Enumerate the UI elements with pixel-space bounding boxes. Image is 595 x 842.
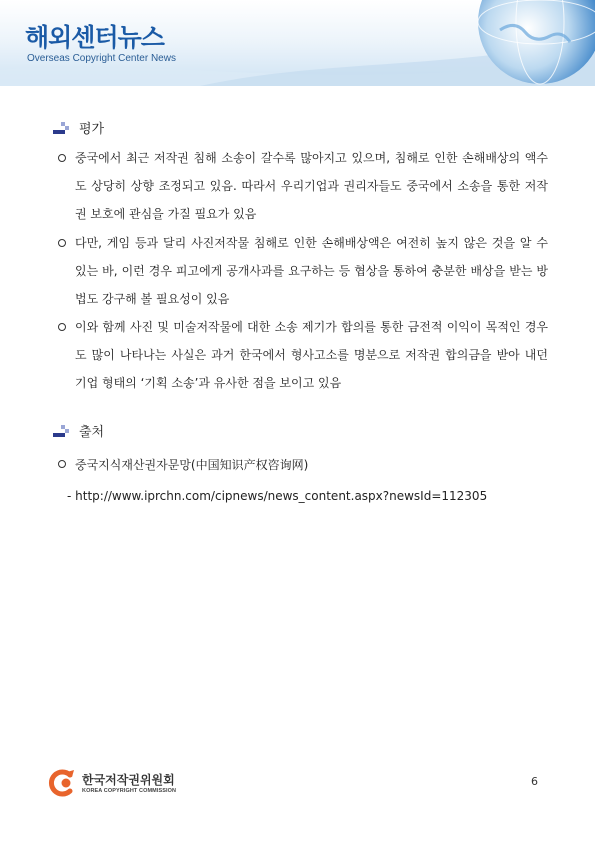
list-item-text: 이와 함께 사진 및 미술저작물에 대한 소송 제기가 합의를 통한 금전적 이익이 목적인 경우도 많이 나타나는 사실은 과거 한국에서 형사고소를 명분으로 저작권 합의금을 받아 내던 기업 형태의 ‘기획 소송’과 유사한 점을 보이고 있음 bbox=[75, 320, 548, 390]
section-heading-label: 출처 bbox=[79, 425, 105, 440]
globe-icon bbox=[470, 0, 595, 86]
section-heading-evaluation bbox=[53, 118, 104, 137]
squares-icon bbox=[53, 122, 69, 134]
copyright-commission-logo bbox=[48, 768, 78, 798]
header-subtitle: Overseas Copyright Center News bbox=[27, 53, 176, 64]
list-item bbox=[58, 144, 548, 228]
source-url-link[interactable]: - http://www.iprchn.com/cipnews/news_content.aspx?newsId=112305 bbox=[67, 489, 488, 503]
circle-bullet-icon bbox=[58, 460, 66, 468]
page-number: 6 bbox=[531, 775, 538, 788]
list-item-text: 다만, 게임 등과 달리 사진저작물 침해로 인한 손해배상액은 여전히 높지 않은 것을 알 수 있는 바, 이런 경우 피고에게 공개사과를 요구하는 등 협상을 통하여 충분한 배상을 받는 방법도 강구해 볼 필요성이 있음 bbox=[75, 236, 548, 306]
circle-bullet-icon bbox=[58, 154, 66, 162]
squares-icon bbox=[53, 425, 69, 437]
section-heading-label: 평가 bbox=[79, 122, 105, 137]
footer-org-name: 한국저작권위원회 bbox=[82, 773, 175, 787]
circle-bullet-icon bbox=[58, 239, 66, 247]
source-name-text: 중국지식재산권자문망(中国知识产权咨询网) bbox=[75, 458, 309, 472]
circle-bullet-icon bbox=[58, 323, 66, 331]
list-item bbox=[58, 313, 548, 397]
source-name bbox=[58, 456, 308, 473]
section-heading-source bbox=[53, 421, 104, 440]
list-item-text: 중국에서 최근 저작권 침해 소송이 갈수록 많아지고 있으며, 침해로 인한 손해배상의 액수도 상당히 상향 조정되고 있음. 따라서 우리기업과 권리자들도 중국에서 소송을 통한 저작권 보호에 관심을 가질 필요가 있음 bbox=[75, 151, 548, 221]
list-item bbox=[58, 229, 548, 313]
header-banner bbox=[0, 0, 595, 86]
footer-org-name-en: KOREA COPYRIGHT COMMISSION bbox=[82, 788, 177, 794]
header-title: 해외센터뉴스 bbox=[25, 23, 164, 52]
